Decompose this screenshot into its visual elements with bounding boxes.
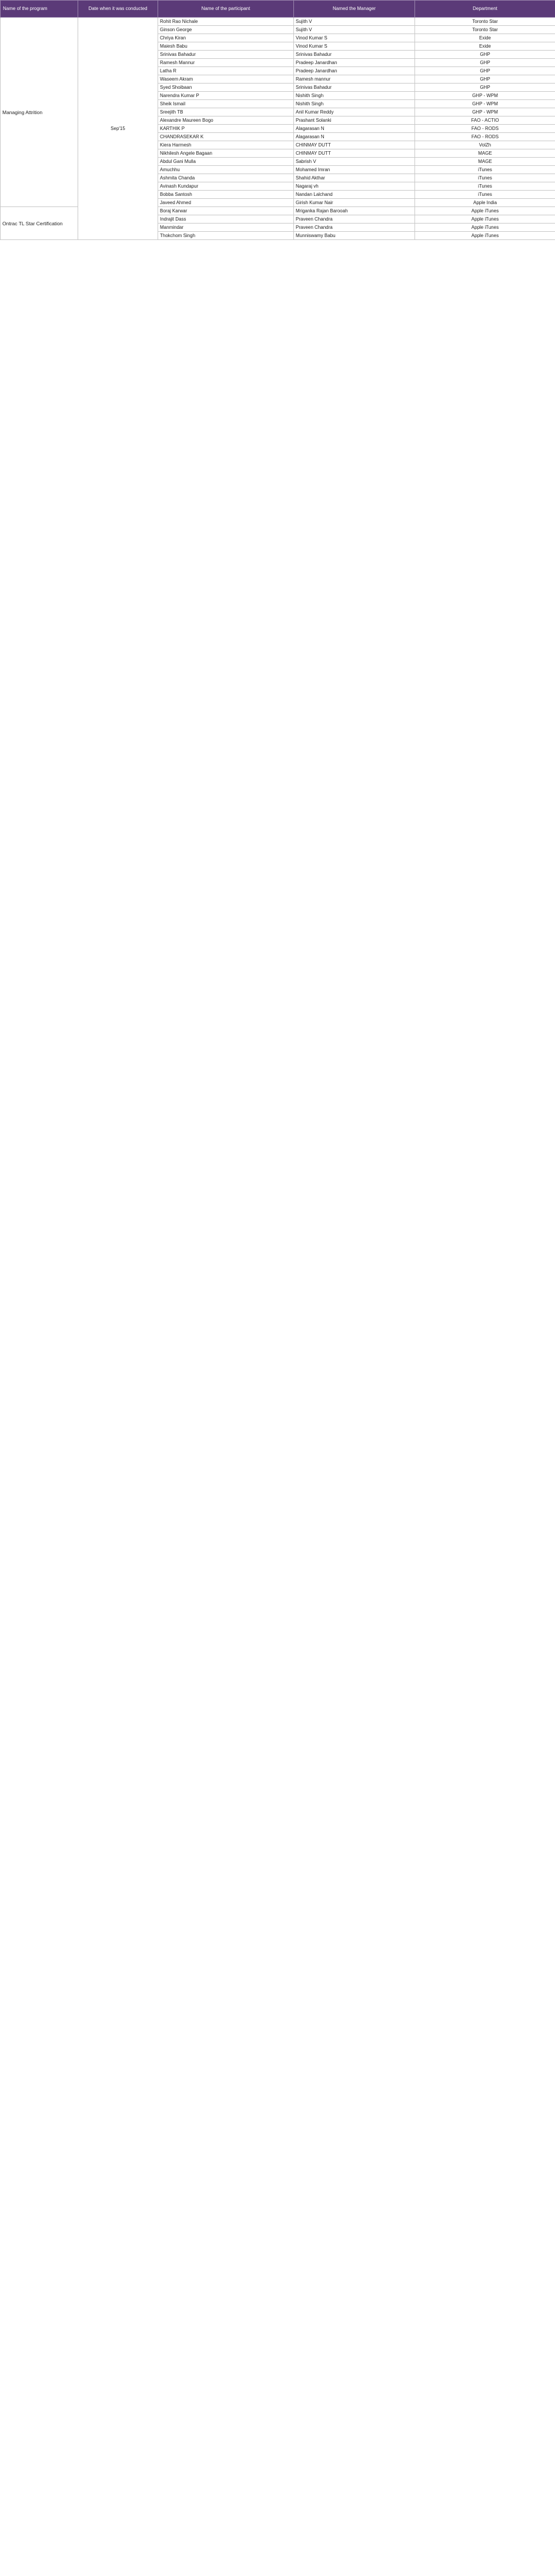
participant-cell: Abdul Gani Mulla <box>158 158 294 166</box>
participant-cell: Maiesh Babu <box>158 42 294 51</box>
program-cell: Managing Attrition <box>1 18 78 207</box>
manager-cell: Mriganka Rajan Barooah <box>294 207 415 215</box>
manager-cell: Sujith V <box>294 18 415 26</box>
manager-cell: Praveen Chandra <box>294 215 415 224</box>
department-cell: Apple India <box>415 199 555 207</box>
department-cell: Exide <box>415 34 555 42</box>
department-cell: FAO - RODS <box>415 125 555 133</box>
manager-cell: Nishith Singh <box>294 92 415 100</box>
participant-cell: Ginson George <box>158 26 294 34</box>
department-cell: GHP - WPM <box>415 108 555 116</box>
department-cell: GHP <box>415 51 555 59</box>
manager-cell: Srinivas Bahadur <box>294 84 415 92</box>
manager-cell: Alagarasan N <box>294 125 415 133</box>
participant-cell: Waseem Akram <box>158 75 294 84</box>
department-cell: MAGE <box>415 158 555 166</box>
table-header-row <box>1 1 555 18</box>
header-program: Name of the program <box>1 1 78 18</box>
manager-cell: Munniswamy Babu <box>294 232 415 240</box>
manager-cell: Sabrish V <box>294 158 415 166</box>
department-cell: iTunes <box>415 174 555 182</box>
manager-cell: CHINMAY DUTT <box>294 141 415 149</box>
participant-cell: Javeed Ahmed <box>158 199 294 207</box>
table-body <box>1 18 555 240</box>
department-cell: Toronto Star <box>415 26 555 34</box>
manager-cell: Anil Kumar Reddy <box>294 108 415 116</box>
department-cell: GHP <box>415 84 555 92</box>
manager-cell: Vinod Kumar S <box>294 34 415 42</box>
date-cell: Sep'15 <box>78 18 158 240</box>
participant-cell: Srinivas Bahadur <box>158 51 294 59</box>
participant-cell: Ashmita Chanda <box>158 174 294 182</box>
participant-cell: Indrajit Dass <box>158 215 294 224</box>
department-cell: GHP <box>415 75 555 84</box>
header-participant: Name of the participant <box>158 1 294 18</box>
manager-cell: Nishith Singh <box>294 100 415 108</box>
manager-cell: Sujith V <box>294 26 415 34</box>
manager-cell: Pradeep Janardhan <box>294 59 415 67</box>
participant-cell: Syed Shoibaan <box>158 84 294 92</box>
department-cell: MAGE <box>415 149 555 158</box>
department-cell: Apple iTunes <box>415 224 555 232</box>
department-cell: FAO - ACTIO <box>415 116 555 125</box>
participant-cell: Boraj Karwar <box>158 207 294 215</box>
department-cell: Apple iTunes <box>415 207 555 215</box>
manager-cell: Prashant Solanki <box>294 116 415 125</box>
participant-cell: Narendra Kumar P <box>158 92 294 100</box>
department-cell: Apple iTunes <box>415 232 555 240</box>
participant-cell: Nikhilesh Angele Bagaan <box>158 149 294 158</box>
table-row <box>1 18 555 26</box>
manager-cell: Srinivas Bahadur <box>294 51 415 59</box>
manager-cell: Ramesh mannur <box>294 75 415 84</box>
participant-cell: Thokchom Singh <box>158 232 294 240</box>
manager-cell: Shahid Akthar <box>294 174 415 182</box>
participant-cell: Ramesh Mannur <box>158 59 294 67</box>
participant-cell: Manmindar <box>158 224 294 232</box>
department-cell: GHP <box>415 59 555 67</box>
manager-cell: Nandan Lalchand <box>294 191 415 199</box>
participant-cell: Amuchhu <box>158 166 294 174</box>
department-cell: Toronto Star <box>415 18 555 26</box>
manager-cell: Vinod Kumar S <box>294 42 415 51</box>
department-cell: GHP - WPM <box>415 100 555 108</box>
program-cell: Ontrac TL Star Certification <box>1 207 78 240</box>
manager-cell: Mohamed Imran <box>294 166 415 174</box>
department-cell: VolZh <box>415 141 555 149</box>
department-cell: iTunes <box>415 191 555 199</box>
participant-cell: Latha R <box>158 67 294 75</box>
manager-cell: Nagaraj vh <box>294 182 415 191</box>
participant-cell: Avinash Kundapur <box>158 182 294 191</box>
participant-cell: CHANDRASEKAR K <box>158 133 294 141</box>
participant-cell: Sreejith TB <box>158 108 294 116</box>
participant-cell: Rohit Rao Nichale <box>158 18 294 26</box>
department-cell: FAO - RODS <box>415 133 555 141</box>
participant-table <box>0 0 555 240</box>
department-cell: Apple iTunes <box>415 215 555 224</box>
department-cell: iTunes <box>415 182 555 191</box>
department-cell: iTunes <box>415 166 555 174</box>
header-department: Department <box>415 1 555 18</box>
department-cell: GHP <box>415 67 555 75</box>
manager-cell: Girish Kumar Nair <box>294 199 415 207</box>
participant-cell: Alexandre Maureen Bogo <box>158 116 294 125</box>
participant-cell: Sheik Ismail <box>158 100 294 108</box>
participant-cell: Kiera Harmesh <box>158 141 294 149</box>
manager-cell: CHINMAY DUTT <box>294 149 415 158</box>
participant-cell: Chriya Kiran <box>158 34 294 42</box>
department-cell: Exide <box>415 42 555 51</box>
participant-cell: Bobba Santosh <box>158 191 294 199</box>
participant-cell: KARTHIK P <box>158 125 294 133</box>
manager-cell: Alagarasan N <box>294 133 415 141</box>
department-cell: GHP - WPM <box>415 92 555 100</box>
header-manager: Named the Manager <box>294 1 415 18</box>
manager-cell: Praveen Chandra <box>294 224 415 232</box>
header-date: Date when it was conducted <box>78 1 158 18</box>
manager-cell: Pradeep Janardhan <box>294 67 415 75</box>
